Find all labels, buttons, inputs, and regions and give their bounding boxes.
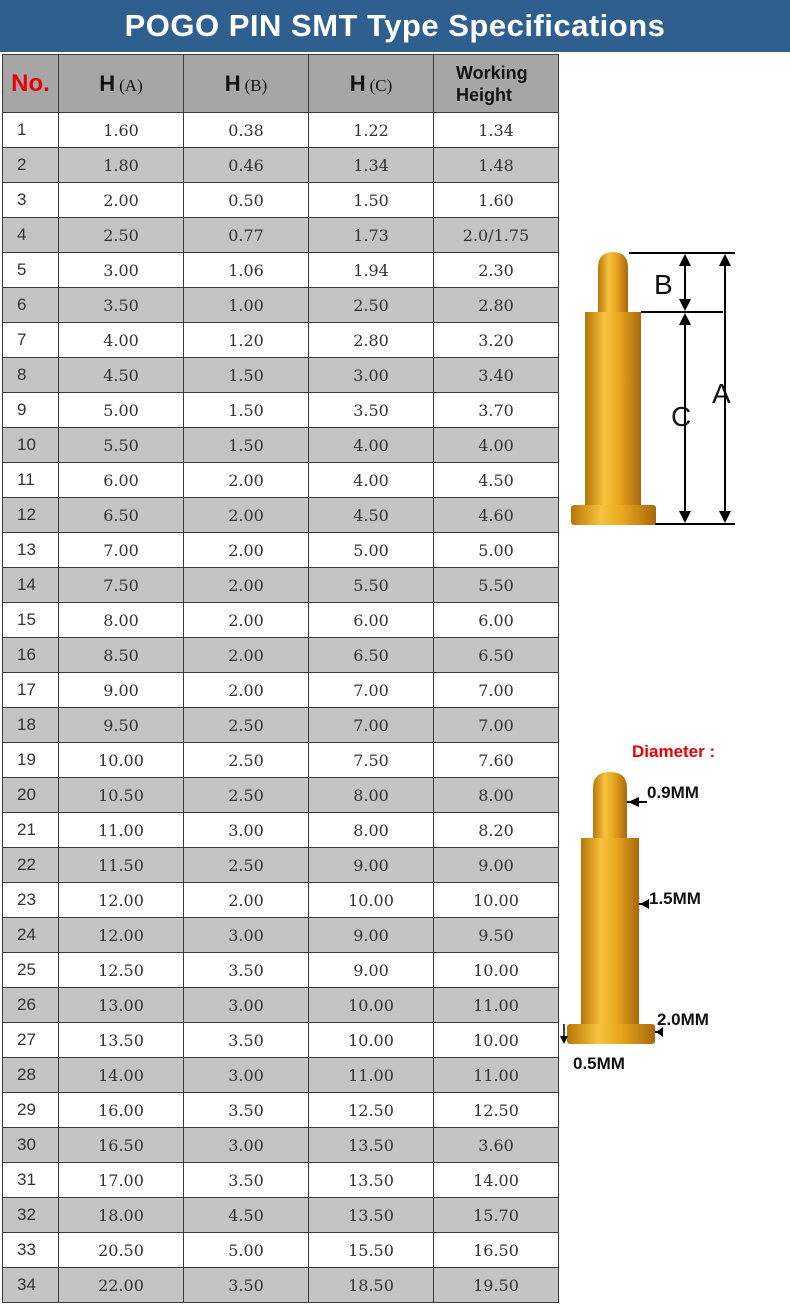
cell-no: 33 — [3, 1233, 59, 1268]
cell-working-height: 1.48 — [434, 148, 559, 183]
cell-working-height: 1.60 — [434, 183, 559, 218]
cell-h-b: 2.50 — [184, 708, 309, 743]
cell-working-height: 19.50 — [434, 1268, 559, 1303]
cell-h-a: 1.60 — [59, 113, 184, 148]
cell-no: 29 — [3, 1093, 59, 1128]
cell-working-height: 2.80 — [434, 288, 559, 323]
cell-no: 18 — [3, 708, 59, 743]
cell-working-height: 2.0/1.75 — [434, 218, 559, 253]
cell-working-height: 10.00 — [434, 1023, 559, 1058]
cell-h-c: 9.00 — [309, 848, 434, 883]
diameter-flange-label: 2.0MM — [657, 1010, 709, 1029]
pin2-body-shape — [581, 838, 639, 1034]
cell-h-a: 12.00 — [59, 918, 184, 953]
cell-h-b: 3.00 — [184, 1058, 309, 1093]
table-row — [3, 428, 559, 463]
header-h-b: H (B) — [184, 55, 309, 113]
cell-no: 32 — [3, 1198, 59, 1233]
cell-h-b: 2.00 — [184, 603, 309, 638]
header-no: No. — [3, 55, 59, 113]
dimension-label-a: A — [712, 378, 731, 409]
table-row — [3, 953, 559, 988]
cell-h-b: 3.50 — [184, 1268, 309, 1303]
cell-h-b: 3.00 — [184, 1128, 309, 1163]
pin-dimension-diagram — [555, 240, 785, 540]
cell-working-height: 5.00 — [434, 533, 559, 568]
cell-no: 30 — [3, 1128, 59, 1163]
cell-h-b: 2.00 — [184, 463, 309, 498]
cell-h-b: 2.00 — [184, 533, 309, 568]
cell-h-c: 15.50 — [309, 1233, 434, 1268]
cell-no: 20 — [3, 778, 59, 813]
cell-h-b: 2.50 — [184, 743, 309, 778]
cell-no: 16 — [3, 638, 59, 673]
cell-working-height: 6.00 — [434, 603, 559, 638]
cell-no: 24 — [3, 918, 59, 953]
cell-no: 12 — [3, 498, 59, 533]
cell-h-a: 11.50 — [59, 848, 184, 883]
cell-h-a: 12.00 — [59, 883, 184, 918]
cell-working-height: 14.00 — [434, 1163, 559, 1198]
cell-h-a: 9.00 — [59, 673, 184, 708]
cell-no: 4 — [3, 218, 59, 253]
header-h-a: H (A) — [59, 55, 184, 113]
cell-h-a: 2.50 — [59, 218, 184, 253]
cell-no: 10 — [3, 428, 59, 463]
diameter-body-label: 1.5MM — [649, 889, 701, 908]
cell-h-c: 13.50 — [309, 1198, 434, 1233]
cell-h-a: 16.00 — [59, 1093, 184, 1128]
cell-no: 6 — [3, 288, 59, 323]
cell-working-height: 2.30 — [434, 253, 559, 288]
table-row — [3, 918, 559, 953]
cell-h-a: 13.50 — [59, 1023, 184, 1058]
cell-h-b: 3.00 — [184, 988, 309, 1023]
cell-working-height: 6.50 — [434, 638, 559, 673]
cell-no: 5 — [3, 253, 59, 288]
cell-h-c: 11.00 — [309, 1058, 434, 1093]
cell-h-c: 4.00 — [309, 428, 434, 463]
cell-h-c: 13.50 — [309, 1128, 434, 1163]
cell-h-a: 16.50 — [59, 1128, 184, 1163]
dimension-label-c: C — [671, 401, 692, 432]
cell-h-b: 3.50 — [184, 1163, 309, 1198]
cell-h-a: 1.80 — [59, 148, 184, 183]
cell-no: 1 — [3, 113, 59, 148]
cell-working-height: 3.40 — [434, 358, 559, 393]
cell-no: 31 — [3, 1163, 59, 1198]
cell-h-a: 17.00 — [59, 1163, 184, 1198]
cell-h-a: 6.00 — [59, 463, 184, 498]
cell-h-b: 1.20 — [184, 323, 309, 358]
table-row — [3, 288, 559, 323]
table-row — [3, 323, 559, 358]
cell-h-c: 10.00 — [309, 1023, 434, 1058]
table-row — [3, 463, 559, 498]
diameter-heading: Diameter : — [632, 742, 716, 761]
cell-h-c: 3.50 — [309, 393, 434, 428]
cell-no: 34 — [3, 1268, 59, 1303]
cell-h-b: 3.50 — [184, 953, 309, 988]
cell-working-height: 3.60 — [434, 1128, 559, 1163]
cell-no: 9 — [3, 393, 59, 428]
cell-h-b: 2.00 — [184, 498, 309, 533]
cell-h-a: 12.50 — [59, 953, 184, 988]
cell-h-b: 2.00 — [184, 638, 309, 673]
cell-no: 2 — [3, 148, 59, 183]
cell-h-a: 4.00 — [59, 323, 184, 358]
cell-h-b: 0.38 — [184, 113, 309, 148]
cell-h-a: 8.00 — [59, 603, 184, 638]
cell-h-b: 3.00 — [184, 918, 309, 953]
cell-working-height: 4.60 — [434, 498, 559, 533]
dimension-label-b: B — [654, 269, 673, 300]
cell-h-c: 7.00 — [309, 673, 434, 708]
table-row — [3, 603, 559, 638]
cell-working-height: 9.50 — [434, 918, 559, 953]
cell-h-c: 10.00 — [309, 988, 434, 1023]
cell-working-height: 10.00 — [434, 953, 559, 988]
pin-tip-shape — [598, 252, 628, 312]
header-h-c: H (C) — [309, 55, 434, 113]
cell-working-height: 11.00 — [434, 1058, 559, 1093]
cell-no: 8 — [3, 358, 59, 393]
pin-flange-shape — [571, 505, 656, 525]
pin-body-shape — [585, 312, 641, 507]
cell-working-height: 7.00 — [434, 708, 559, 743]
cell-h-b: 2.50 — [184, 778, 309, 813]
cell-h-b: 0.46 — [184, 148, 309, 183]
cell-h-c: 4.00 — [309, 463, 434, 498]
cell-working-height: 8.20 — [434, 813, 559, 848]
cell-h-b: 2.00 — [184, 673, 309, 708]
cell-working-height: 3.70 — [434, 393, 559, 428]
cell-h-a: 3.50 — [59, 288, 184, 323]
table-row — [3, 1268, 559, 1303]
pin-diameter-diagram — [555, 730, 785, 1090]
table-row — [3, 673, 559, 708]
cell-h-b: 1.50 — [184, 358, 309, 393]
cell-h-a: 10.50 — [59, 778, 184, 813]
cell-h-a: 13.00 — [59, 988, 184, 1023]
cell-h-c: 3.00 — [309, 358, 434, 393]
pin2-flange-shape — [567, 1024, 655, 1044]
table-row — [3, 638, 559, 673]
cell-h-c: 18.50 — [309, 1268, 434, 1303]
cell-h-c: 1.94 — [309, 253, 434, 288]
table-row — [3, 1093, 559, 1128]
cell-h-c: 6.50 — [309, 638, 434, 673]
table-row — [3, 1163, 559, 1198]
table-row — [3, 148, 559, 183]
cell-h-a: 20.50 — [59, 1233, 184, 1268]
cell-no: 3 — [3, 183, 59, 218]
cell-h-b: 2.50 — [184, 848, 309, 883]
table-row — [3, 813, 559, 848]
cell-no: 15 — [3, 603, 59, 638]
cell-h-a: 4.50 — [59, 358, 184, 393]
cell-working-height: 5.50 — [434, 568, 559, 603]
cell-h-a: 22.00 — [59, 1268, 184, 1303]
cell-no: 28 — [3, 1058, 59, 1093]
cell-h-c: 8.00 — [309, 813, 434, 848]
cell-working-height: 15.70 — [434, 1198, 559, 1233]
cell-h-a: 14.00 — [59, 1058, 184, 1093]
cell-h-b: 5.00 — [184, 1233, 309, 1268]
flange-thickness-label: 0.5MM — [573, 1054, 625, 1073]
cell-h-c: 1.73 — [309, 218, 434, 253]
table-row — [3, 708, 559, 743]
table-row — [3, 1058, 559, 1093]
table-row — [3, 1198, 559, 1233]
cell-no: 7 — [3, 323, 59, 358]
cell-h-a: 5.50 — [59, 428, 184, 463]
cell-h-c: 13.50 — [309, 1163, 434, 1198]
cell-h-a: 5.00 — [59, 393, 184, 428]
cell-h-c: 8.00 — [309, 778, 434, 813]
cell-no: 26 — [3, 988, 59, 1023]
cell-h-b: 4.50 — [184, 1198, 309, 1233]
cell-working-height: 7.00 — [434, 673, 559, 708]
cell-h-c: 10.00 — [309, 883, 434, 918]
table-row — [3, 1128, 559, 1163]
table-row — [3, 743, 559, 778]
cell-working-height: 3.20 — [434, 323, 559, 358]
cell-no: 21 — [3, 813, 59, 848]
cell-no: 11 — [3, 463, 59, 498]
cell-h-c: 7.50 — [309, 743, 434, 778]
cell-working-height: 11.00 — [434, 988, 559, 1023]
table-row — [3, 1233, 559, 1268]
cell-working-height: 7.60 — [434, 743, 559, 778]
cell-working-height: 1.34 — [434, 113, 559, 148]
header-working-height: Working Height — [434, 55, 559, 113]
cell-h-c: 9.00 — [309, 953, 434, 988]
table-row — [3, 393, 559, 428]
cell-no: 25 — [3, 953, 59, 988]
cell-h-a: 8.50 — [59, 638, 184, 673]
cell-no: 22 — [3, 848, 59, 883]
cell-working-height: 12.50 — [434, 1093, 559, 1128]
diameter-tip-label: 0.9MM — [647, 783, 699, 802]
cell-working-height: 8.00 — [434, 778, 559, 813]
cell-h-c: 1.34 — [309, 148, 434, 183]
table-row — [3, 498, 559, 533]
cell-h-b: 2.00 — [184, 568, 309, 603]
cell-working-height: 9.00 — [434, 848, 559, 883]
cell-no: 23 — [3, 883, 59, 918]
cell-h-b: 3.50 — [184, 1023, 309, 1058]
cell-h-a: 6.50 — [59, 498, 184, 533]
cell-h-c: 5.00 — [309, 533, 434, 568]
cell-h-b: 3.00 — [184, 813, 309, 848]
cell-h-a: 7.50 — [59, 568, 184, 603]
table-row — [3, 778, 559, 813]
cell-h-c: 1.22 — [309, 113, 434, 148]
cell-working-height: 4.50 — [434, 463, 559, 498]
table-row — [3, 183, 559, 218]
cell-no: 13 — [3, 533, 59, 568]
table-row — [3, 1023, 559, 1058]
cell-h-a: 3.00 — [59, 253, 184, 288]
table-row — [3, 358, 559, 393]
table-row — [3, 988, 559, 1023]
cell-h-c: 4.50 — [309, 498, 434, 533]
table-row — [3, 848, 559, 883]
cell-h-b: 0.77 — [184, 218, 309, 253]
cell-no: 27 — [3, 1023, 59, 1058]
cell-no: 14 — [3, 568, 59, 603]
cell-h-c: 9.00 — [309, 918, 434, 953]
cell-h-a: 9.50 — [59, 708, 184, 743]
cell-h-b: 1.00 — [184, 288, 309, 323]
table-row — [3, 883, 559, 918]
table-row — [3, 253, 559, 288]
cell-working-height: 10.00 — [434, 883, 559, 918]
cell-working-height: 4.00 — [434, 428, 559, 463]
pin2-tip-shape — [593, 772, 627, 840]
cell-h-a: 18.00 — [59, 1198, 184, 1233]
cell-h-a: 10.00 — [59, 743, 184, 778]
cell-h-b: 1.50 — [184, 428, 309, 463]
cell-h-b: 2.00 — [184, 883, 309, 918]
cell-h-c: 1.50 — [309, 183, 434, 218]
cell-h-c: 5.50 — [309, 568, 434, 603]
cell-h-b: 1.06 — [184, 253, 309, 288]
cell-h-b: 0.50 — [184, 183, 309, 218]
page-title: POGO PIN SMT Type Specifications — [0, 0, 790, 52]
cell-h-b: 1.50 — [184, 393, 309, 428]
cell-h-a: 2.00 — [59, 183, 184, 218]
table-header-row — [3, 55, 559, 113]
cell-h-a: 11.00 — [59, 813, 184, 848]
cell-h-c: 7.00 — [309, 708, 434, 743]
cell-h-c: 2.80 — [309, 323, 434, 358]
cell-no: 19 — [3, 743, 59, 778]
table-row — [3, 533, 559, 568]
cell-h-c: 6.00 — [309, 603, 434, 638]
cell-h-c: 12.50 — [309, 1093, 434, 1128]
spec-table — [2, 54, 559, 1303]
cell-working-height: 16.50 — [434, 1233, 559, 1268]
cell-h-b: 3.50 — [184, 1093, 309, 1128]
table-row — [3, 568, 559, 603]
table-row — [3, 218, 559, 253]
cell-no: 17 — [3, 673, 59, 708]
cell-h-a: 7.00 — [59, 533, 184, 568]
cell-h-c: 2.50 — [309, 288, 434, 323]
table-row — [3, 113, 559, 148]
